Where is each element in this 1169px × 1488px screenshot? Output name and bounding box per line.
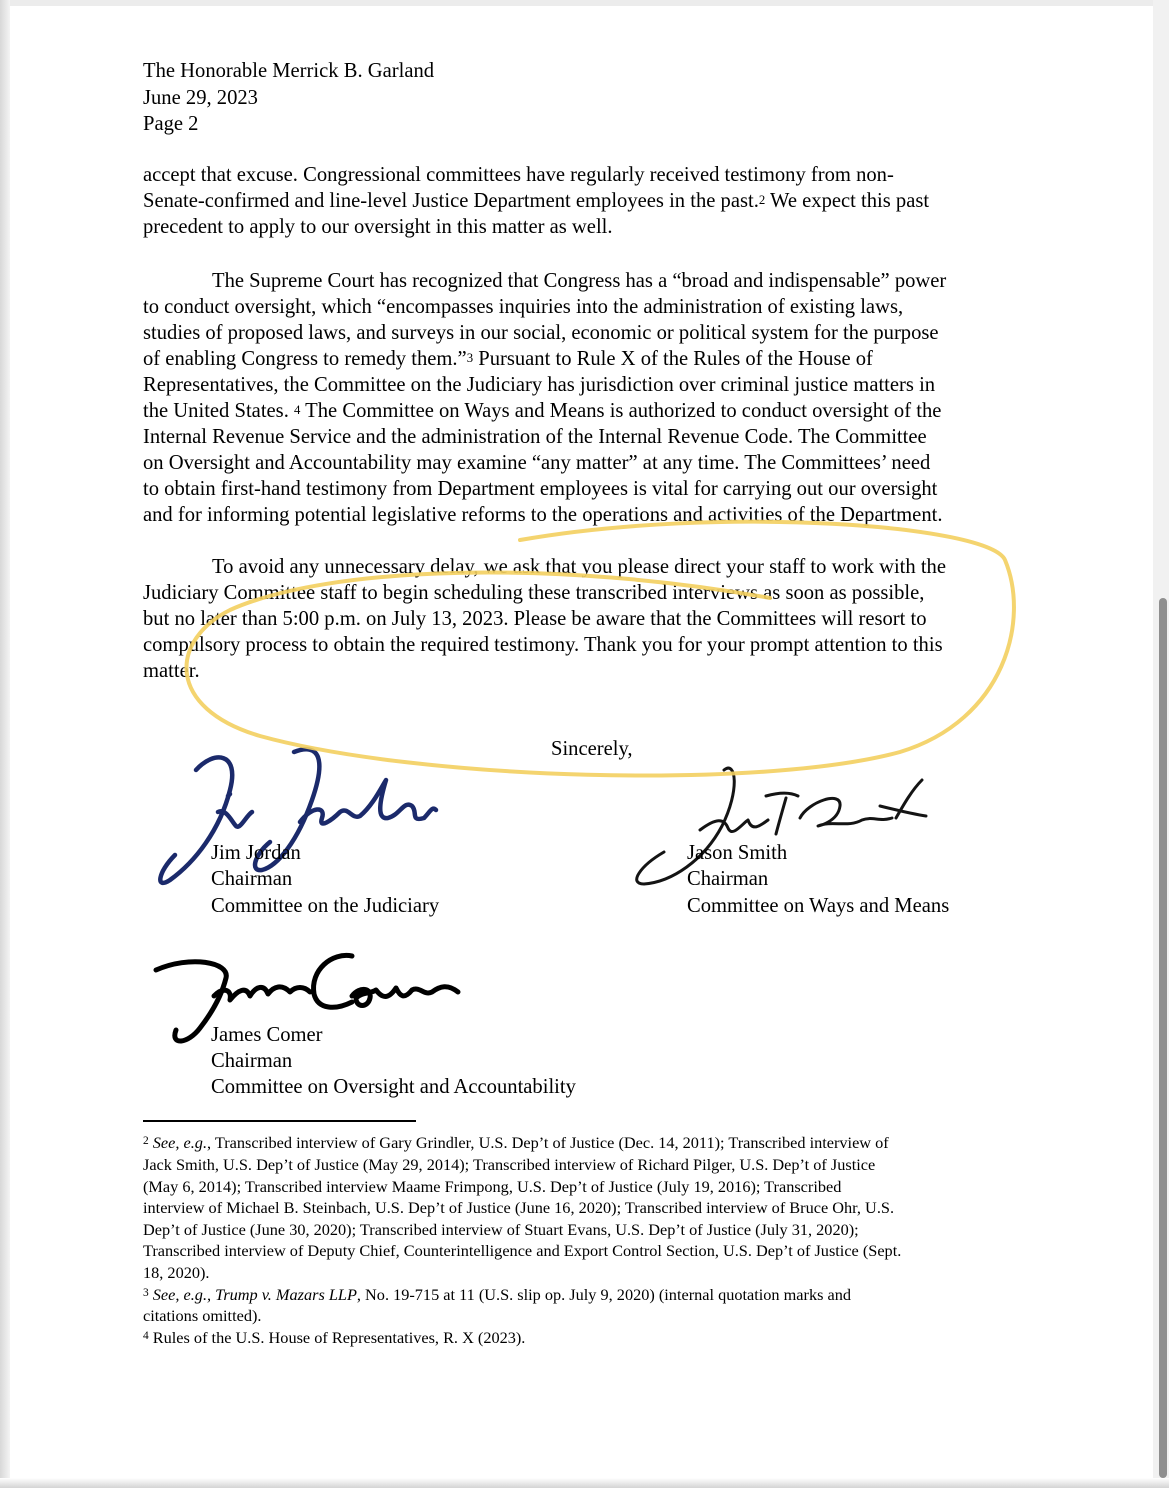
footnote-line: (May 6, 2014); Transcribed interview Maame Frimpong, U.S. Dep’t of Justice (July 19, 2016); Transcribed (143, 1177, 842, 1196)
footnote-ref-4[interactable]: 4 (294, 402, 301, 417)
signatory-name: Jason Smith (687, 842, 788, 864)
footnote-signal: See, e.g., Trump v. Mazars LLP (152, 1285, 357, 1304)
paragraph-line (143, 398, 941, 424)
footnote-marker: 4 (143, 1329, 149, 1342)
paragraph-line: Representatives, the Committee on the Judiciary has jurisdiction over criminal justice matters in (143, 374, 936, 396)
paragraph-text: The Committee on Ways and Means is authorized to conduct oversight of the (300, 400, 942, 422)
footnote-line: citations omitted). (143, 1306, 262, 1325)
footnote-ref-2[interactable]: 2 (758, 192, 766, 207)
addressee: The Honorable Merrick B. Garland (143, 60, 435, 82)
footnote-marker: 2 (143, 1134, 149, 1147)
footnote-marker: 3 (143, 1286, 149, 1299)
paragraph-line: to conduct oversight, which “encompasses inquiries into the administration of existing laws, (143, 296, 904, 318)
signatory-title: Chairman (687, 868, 769, 890)
paragraph-line: matter. (143, 660, 200, 682)
paragraph-text: We expect this past (765, 190, 930, 212)
paragraph-line (143, 188, 929, 214)
footnote-4 (143, 1327, 525, 1349)
footnote-line: Transcribed interview of Deputy Chief, Counterintelligence and Export Control Section, U.S. Dep’t of Justice (Sept. (143, 1241, 902, 1260)
paragraph-text: the United States. (143, 400, 294, 422)
signatory-name: James Comer (211, 1024, 323, 1046)
signatory-title: Chairman (211, 1050, 293, 1072)
signatory-committee: Committee on Oversight and Accountability (211, 1076, 576, 1098)
paragraph-line: studies of proposed laws, and surveys in our social, economic or political system for the purpose (143, 322, 939, 344)
closing-salutation: Sincerely, (551, 738, 633, 760)
paragraph-line: precedent to apply to our oversight in this matter as well. (143, 216, 613, 238)
signature-smith (637, 768, 926, 884)
paragraph-line: Internal Revenue Service and the administration of the Internal Revenue Code. The Committee (143, 426, 927, 448)
footnote-3 (143, 1284, 851, 1306)
paragraph-text: Senate-confirmed and line-level Justice Department employees in the past. (143, 190, 759, 212)
signatory-committee: Committee on Ways and Means (687, 895, 950, 917)
footnote-ref-3[interactable]: 3 (466, 350, 474, 365)
footnote-text: , No. 19-715 at 11 (U.S. slip op. July 9, 2020) (internal quotation marks and (356, 1285, 852, 1304)
paragraph-line: but no later than 5:00 p.m. on July 13, 2023. Please be aware that the Committees will resort to (143, 608, 927, 630)
footnote-signal: See, e.g. (152, 1133, 208, 1152)
signatory-committee: Committee on the Judiciary (211, 895, 440, 917)
footnote-separator (143, 1120, 416, 1122)
footnote-text: Rules of the U.S. House of Representatives, R. X (2023). (148, 1328, 526, 1347)
paragraph-line: Judiciary Committee staff to begin scheduling these transcribed interviews as soon as possible, (143, 582, 925, 604)
signatory-name: Jim Jordan (211, 842, 301, 864)
footnote-line: Dep’t of Justice (June 30, 2020); Transcribed interview of Stuart Evans, U.S. Dep’t of Justice (July 31, 2020); (143, 1220, 859, 1239)
paragraph-line: compulsory process to obtain the required testimony. Thank you for your prompt attention to this (143, 634, 943, 656)
paragraph-line (143, 346, 873, 372)
footnote-2 (143, 1132, 889, 1154)
paragraph-line: and for informing potential legislative reforms to the operations and activities of the Department. (143, 504, 943, 526)
paragraph-line: to obtain first-hand testimony from Department employees is vital for carrying out our oversight (143, 478, 938, 500)
footnote-line: interview of Michael B. Steinbach, U.S. Dep’t of Justice (June 16, 2020); Transcribed interview of Bruce Ohr, U.S. (143, 1198, 895, 1217)
paragraph-text: Pursuant to Rule X of the Rules of the House of (473, 348, 873, 370)
letter-date: June 29, 2023 (143, 87, 258, 109)
paragraph-line: To avoid any unnecessary delay, we ask that you please direct your staff to work with the (212, 556, 946, 578)
paragraph-line: The Supreme Court has recognized that Congress has a “broad and indispensable” power (212, 270, 947, 292)
paragraph-line: on Oversight and Accountability may examine “any matter” at any time. The Committees’ need (143, 452, 931, 474)
footnote-text: , Transcribed interview of Gary Grindler, U.S. Dep’t of Justice (Dec. 14, 2011); Transcribed interview of (207, 1133, 889, 1152)
page-number: Page 2 (143, 113, 199, 135)
footnote-line: 18, 2020). (143, 1263, 210, 1282)
signatory-title: Chairman (211, 868, 293, 890)
footnote-line: Jack Smith, U.S. Dep’t of Justice (May 29, 2014); Transcribed interview of Richard Pilger, U.S. Dep’t of Justice (143, 1155, 876, 1174)
paragraph-line: accept that excuse. Congressional committees have regularly received testimony from non- (143, 164, 894, 186)
paragraph-text: of enabling Congress to remedy them.” (143, 348, 467, 370)
